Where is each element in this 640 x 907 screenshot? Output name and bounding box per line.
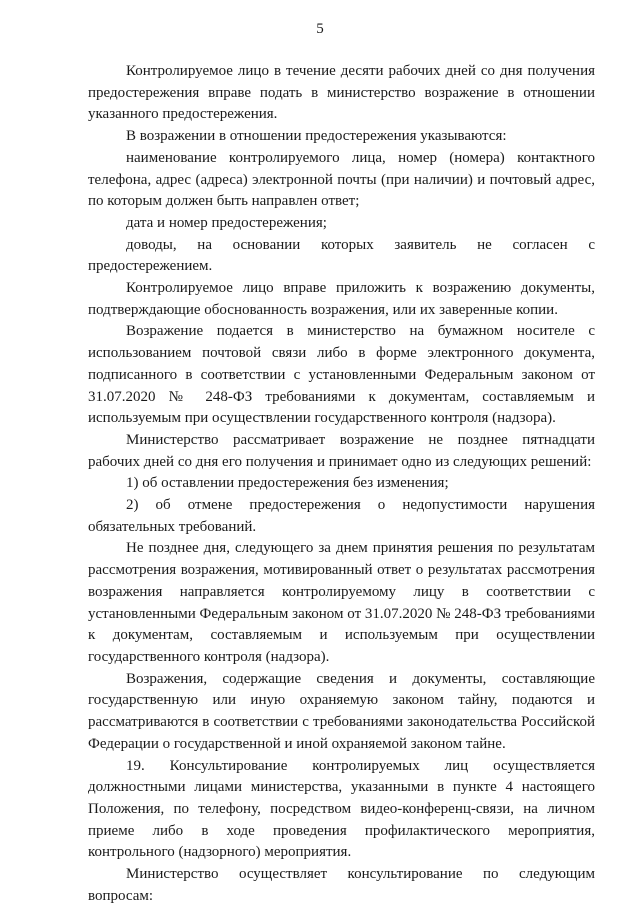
list-item-decision-1: 1) об оставлении предостережения без изменения; [126, 475, 449, 492]
paragraph-objection-date-number: дата и номер предостережения; [126, 214, 327, 231]
paragraph-section-19-consulting: 19. Консультирование контролируемых лиц осуществляется должностными лицами министерства, указанными в пункте 4 настоящего Положения, по телефону, посредством видео-конференц-связи, на личном приеме либо в ходе проведения профилактического мероприятия, контрольного (надзорного) мероприятия. [88, 757, 595, 861]
paragraph-objection-attachments: Контролируемое лицо вправе приложить к возражению документы, подтверждающие обоснованность возражения, или их заверенные копии. [88, 280, 595, 318]
paragraph-objection-contents-intro: В возражении в отношении предостережения указываются: [126, 128, 507, 145]
paragraph-secret-information: Возражения, содержащие сведения и документы, составляющие государственную или иную охраняемую законом тайну, подаются и рассматриваются в соответствии с требованиями законодательства Российской Федерации о государственной и иной охраняемой законом тайне. [88, 670, 595, 752]
paragraph-objection-name-contacts: наименование контролируемого лица, номер (номера) контактного телефона, адрес (адреса) электронной почты (при наличии) и почтовый адрес, по которым должен быть направлен ответ; [88, 149, 595, 210]
page-number: 5 [316, 21, 324, 37]
paragraph-consulting-topics-intro: Министерство осуществляет консультирование по следующим вопросам: [88, 866, 595, 904]
list-item-decision-2: 2) об отмене предостережения о недопустимости нарушения обязательных требований. [88, 497, 595, 535]
document-body [88, 61, 595, 907]
paragraph-objection-review: Министерство рассматривает возражение не позднее пятнадцати рабочих дней со дня его получения и принимает одно из следующих решений: [88, 431, 595, 470]
paragraph-reasoned-response: Не позднее дня, следующего за днем принятия решения по результатам рассмотрения возражения, мотивированный ответ о результатах рассмотрения возражения направляется контролируемому лицу в соответствии с установленными Федеральным законом от 31.07.2020 № 248-ФЗ требованиями к документам, составляемым и используемым при осуществлении государственного контроля (надзора). [88, 540, 595, 665]
paragraph-objection-submission: Возражение подается в министерство на бумажном носителе с использованием почтовой связи либо в форме электронного документа, подписанного в соответствии с установленными Федеральным законом от 31.07.2020 № 248-ФЗ требованиями к документам, составляемым и используемым при осуществлении государственного контроля (надзора). [88, 323, 595, 427]
paragraph-objection-arguments: доводы, на основании которых заявитель не согласен с предостережением. [88, 236, 595, 275]
paragraph-objection-deadline: Контролируемое лицо в течение десяти рабочих дней со дня получения предостережения вправе подать в министерство возражение в отношении указанного предостережения. [88, 63, 595, 123]
